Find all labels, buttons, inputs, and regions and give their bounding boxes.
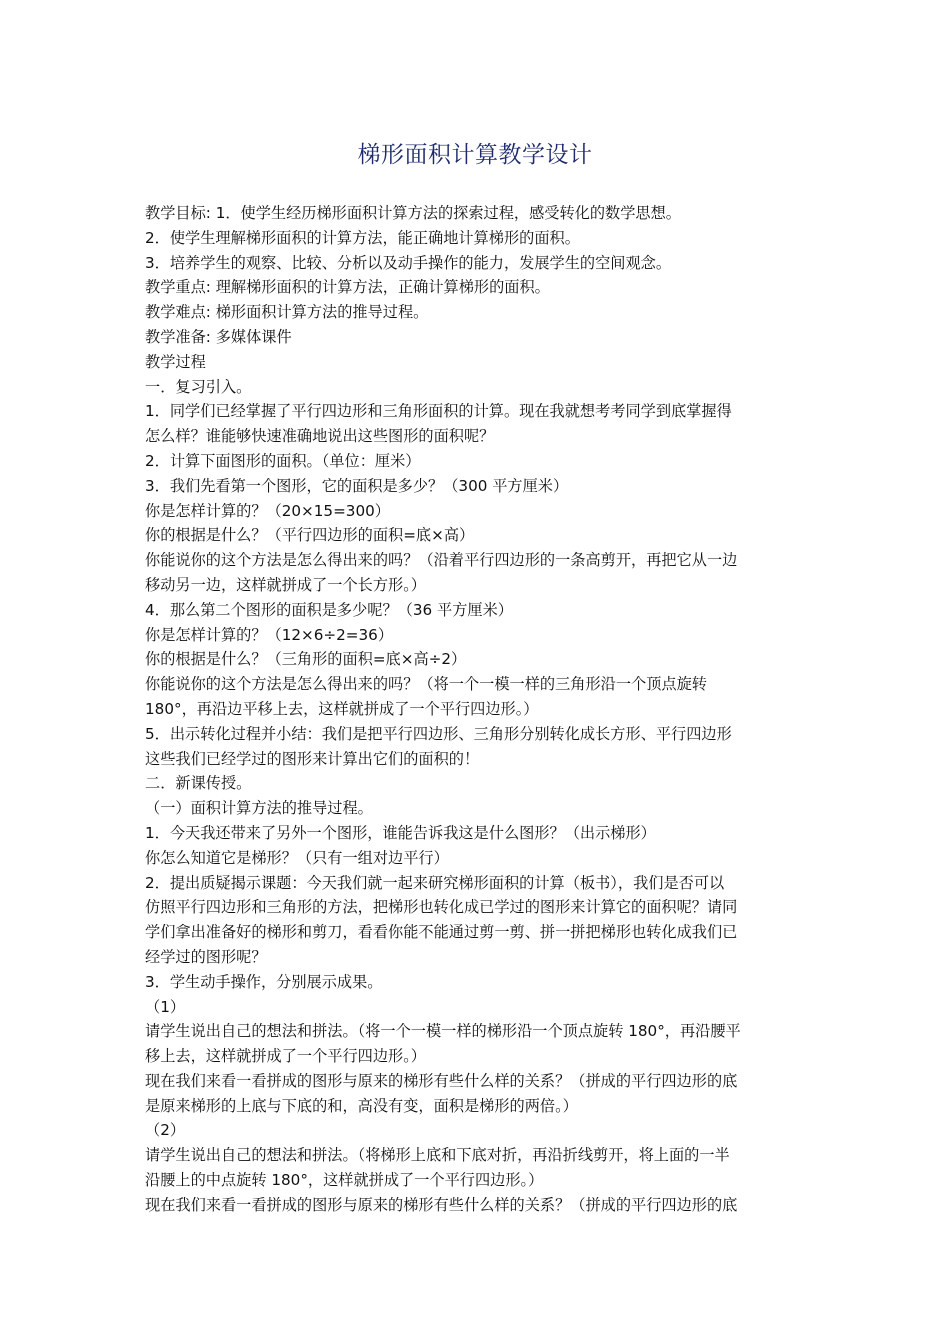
text-line: 1．今天我还带来了另外一个图形，谁能告诉我这是什么图形？（出示梯形） — [145, 823, 656, 842]
text-line: 5．出示转化过程并小结：我们是把平行四边形、三角形分别转化成长方形、平行四边形 — [145, 724, 732, 743]
text-line: 你的根据是什么？（平行四边形的面积=底×高） — [145, 526, 475, 545]
text-line: 3．学生动手操作，分别展示成果。 — [145, 972, 383, 991]
text-line: （2） — [145, 1121, 186, 1140]
text-line: 你能说你的这个方法是怎么得出来的吗？（沿着平行四边形的一条高剪开，再把它从一边 — [145, 551, 738, 570]
text-line: 教学重点: 理解梯形面积的计算方法，正确计算梯形的面积。 — [145, 278, 550, 297]
document-body — [145, 201, 809, 1218]
text-line: 你能说你的这个方法是怎么得出来的吗？（将一个一模一样的三角形沿一个顶点旋转 — [145, 675, 707, 694]
text-line: 现在我们来看一看拼成的图形与原来的梯形有些什么样的关系？（拼成的平行四边形的底 — [145, 1195, 738, 1214]
text-line: 3．我们先看第一个图形，它的面积是多少？（300 平方厘米） — [145, 476, 569, 495]
text-line: 二．新课传授。 — [145, 774, 252, 793]
text-line: 你的根据是什么？（三角形的面积=底×高÷2） — [145, 650, 467, 669]
text-line: 教学难点: 梯形面积计算方法的推导过程。 — [145, 303, 429, 322]
text-line: 2．提出质疑揭示课题：今天我们就一起来研究梯形面积的计算（板书），我们是否可以 — [145, 873, 725, 892]
text-line: 仿照平行四边形和三角形的方法，把梯形也转化成已学过的图形来计算它的面积呢？请同 — [145, 898, 738, 917]
text-line: 经学过的图形呢？ — [145, 947, 267, 966]
text-line: 180°，再沿边平移上去，这样就拼成了一个平行四边形。） — [145, 699, 539, 718]
text-line: 现在我们来看一看拼成的图形与原来的梯形有些什么样的关系？（拼成的平行四边形的底 — [145, 1071, 738, 1090]
text-line: 你是怎样计算的？（20×15=300） — [145, 501, 390, 520]
text-line: 移上去，这样就拼成了一个平行四边形。） — [145, 1047, 426, 1066]
text-line: 请学生说出自己的想法和拼法。（将梯形上底和下底对折，再沿折线剪开，将上面的一半 — [145, 1146, 730, 1165]
text-line: 教学目标: 1．使学生经历梯形面积计算方法的探索过程，感受转化的数学思想。 — [145, 204, 681, 222]
document-title: 梯形面积计算教学设计 — [357, 142, 593, 168]
text-line: 请学生说出自己的想法和拼法。（将一个一模一样的梯形沿一个顶点旋转 180°，再沿腰平 — [145, 1022, 741, 1041]
text-line: （一）面积计算方法的推导过程。 — [145, 799, 373, 818]
text-line: 2．计算下面图形的面积。（单位：厘米） — [145, 451, 421, 470]
text-line: 4．那么第二个图形的面积是多少呢？（36 平方厘米） — [145, 600, 513, 619]
text-line: 教学过程 — [145, 352, 206, 371]
text-line: 你是怎样计算的？（12×6÷2=36） — [145, 625, 394, 644]
text-line: 你怎么知道它是梯形？（只有一组对边平行） — [145, 848, 449, 867]
text-line: 怎么样？谁能够快速准确地说出这些图形的面积呢？ — [145, 427, 495, 446]
text-line: 教学准备: 多媒体课件 — [145, 327, 292, 346]
text-line: 这些我们已经学过的图形来计算出它们的面积的！ — [145, 749, 480, 768]
text-line: （1） — [145, 997, 186, 1016]
text-line: 移动另一边，这样就拼成了一个长方形。） — [145, 575, 426, 594]
text-line: 学们拿出准备好的梯形和剪刀，看看你能不能通过剪一剪、拼一拼把梯形也转化成我们已 — [145, 923, 738, 942]
text-line: 3．培养学生的观察、比较、分析以及动手操作的能力，发展学生的空间观念。 — [145, 253, 672, 272]
text-line: 沿腰上的中点旋转 180°，这样就拼成了一个平行四边形。） — [145, 1171, 544, 1190]
text-line: 1．同学们已经掌握了平行四边形和三角形面积的计算。现在我就想考考同学到底掌握得 — [145, 402, 732, 421]
text-line: 一．复习引入。 — [145, 377, 252, 396]
text-line: 2．使学生理解梯形面积的计算方法，能正确地计算梯形的面积。 — [145, 228, 580, 247]
text-line: 是原来梯形的上底与下底的和，高没有变，面积是梯形的两倍。） — [145, 1096, 578, 1115]
